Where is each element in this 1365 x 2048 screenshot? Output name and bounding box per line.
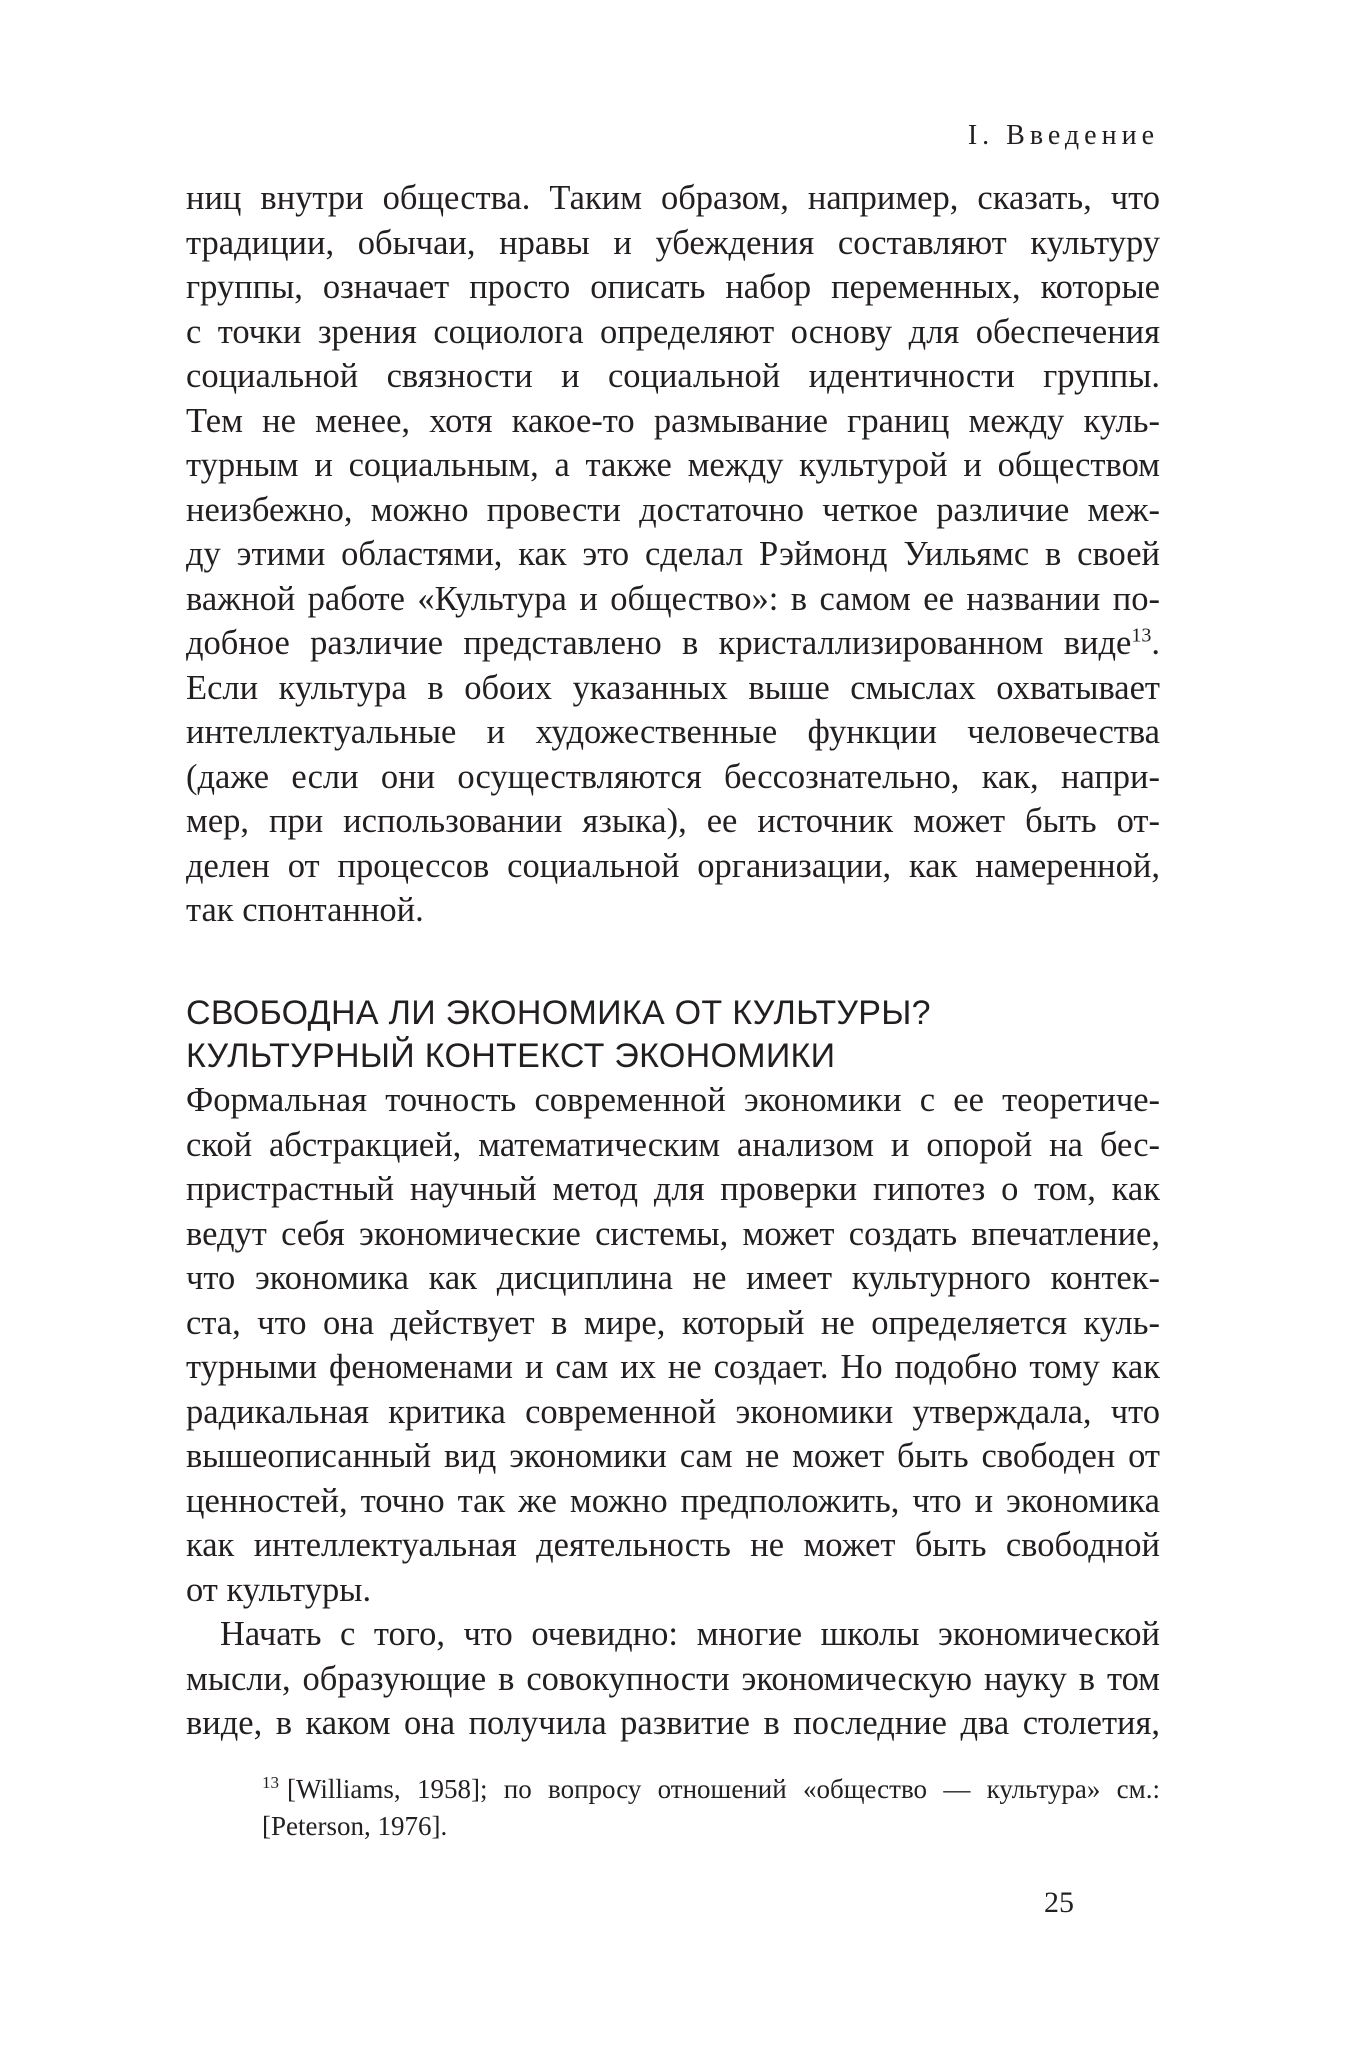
text-line: мер, при использовании языка), ее источник может быть от- bbox=[186, 802, 1160, 840]
text-line: вышеописанный вид экономики сам не может быть свободен от bbox=[186, 1437, 1160, 1475]
text-line: турным и социальным, а также между культурой и обществом bbox=[186, 446, 1160, 484]
footnote-reference[interactable]: 13 bbox=[1131, 624, 1152, 647]
text-line: делен от процессов социальной организации, как намеренной, bbox=[186, 846, 1160, 885]
text-line: неизбежно, можно провести достаточно четкое различие меж- bbox=[186, 490, 1160, 529]
footnote bbox=[262, 1771, 1160, 1845]
footnote-text: [Williams, 1958]; по вопросу отношений «общество — культура» см.: bbox=[287, 1774, 1160, 1804]
footnote-number: 13 bbox=[262, 1773, 279, 1792]
text-line: Тем не менее, хотя какое-то размывание границ между куль- bbox=[186, 401, 1160, 440]
text-line: (даже если они осуществляются бессознательно, как, напри- bbox=[186, 757, 1160, 796]
section-heading bbox=[186, 992, 1160, 1078]
text-line: как интеллектуальная деятельность не может быть свободной bbox=[186, 1526, 1160, 1564]
text-line: так спонтанной. bbox=[186, 891, 424, 929]
text-line: ду этими областями, как это сделал Рэймонд Уильямс в своей bbox=[186, 535, 1160, 573]
text-line: радикальная критика современной экономики утверждала, что bbox=[186, 1392, 1160, 1431]
text-line: виде, в каком она получила развитие в последние два столетия, bbox=[186, 1704, 1160, 1742]
paragraph-continuation bbox=[186, 176, 1160, 933]
text-line: Формальная точность современной экономики с ее теоретиче- bbox=[186, 1081, 1160, 1119]
text-line-with-footnote bbox=[186, 621, 1160, 666]
running-head: I. Введение bbox=[967, 120, 1159, 151]
text-line: социальной связности и социальной идентичности группы. bbox=[186, 357, 1160, 395]
text-line: группы, означает просто описать набор переменных, которые bbox=[186, 268, 1160, 306]
text-line: мысли, образующие в совокупности экономическую науку в том bbox=[186, 1659, 1160, 1698]
text-line: от культуры. bbox=[186, 1570, 372, 1609]
text-line: ской абстракцией, математическим анализом и опорой на бес- bbox=[186, 1125, 1160, 1164]
footnote-line bbox=[262, 1771, 1160, 1808]
text-line: ведут себя экономические системы, может создать впечатление, bbox=[186, 1214, 1160, 1253]
section-heading-line: КУЛЬТУРНЫЙ КОНТЕКСТ ЭКОНОМИКИ bbox=[186, 1037, 836, 1075]
footnote-line: [Peterson, 1976]. bbox=[262, 1811, 448, 1841]
text-line: что экономика как дисциплина не имеет культурного контек- bbox=[186, 1259, 1160, 1297]
text-line: турными феноменами и сам их не создает. Но подобно тому как bbox=[186, 1348, 1160, 1386]
text-line: Начать с того, что очевидно: многие школы экономической bbox=[220, 1615, 1160, 1653]
text-line: с точки зрения социолога определяют основу для обеспечения bbox=[186, 312, 1160, 351]
text-line: пристрастный научный метод для проверки гипотез о том, как bbox=[186, 1170, 1160, 1208]
text-line: Если культура в обоих указанных выше смыслах охватывает bbox=[186, 668, 1160, 707]
page-number: 25 bbox=[1044, 1886, 1074, 1919]
text-segment: добное различие представлено в кристаллизированном виде bbox=[186, 624, 1132, 662]
text-line: интеллектуальные и художественные функции человечества bbox=[186, 713, 1160, 751]
text-line: ниц внутри общества. Таким образом, например, сказать, что bbox=[186, 179, 1160, 217]
paragraph bbox=[186, 1612, 1160, 1746]
text-line: важной работе «Культура и общество»: в самом ее названии по- bbox=[186, 579, 1160, 618]
text-segment: . bbox=[1151, 624, 1160, 662]
section-heading-line: СВОБОДНА ЛИ ЭКОНОМИКА ОТ КУЛЬТУРЫ? bbox=[186, 994, 931, 1032]
text-line: ценностей, точно так же можно предположить, что и экономика bbox=[186, 1481, 1160, 1520]
text-line: ста, что она действует в мире, который не определяется куль- bbox=[186, 1303, 1160, 1342]
text-line: традиции, обычаи, нравы и убеждения составляют культуру bbox=[186, 223, 1160, 262]
paragraph bbox=[186, 1078, 1160, 1612]
